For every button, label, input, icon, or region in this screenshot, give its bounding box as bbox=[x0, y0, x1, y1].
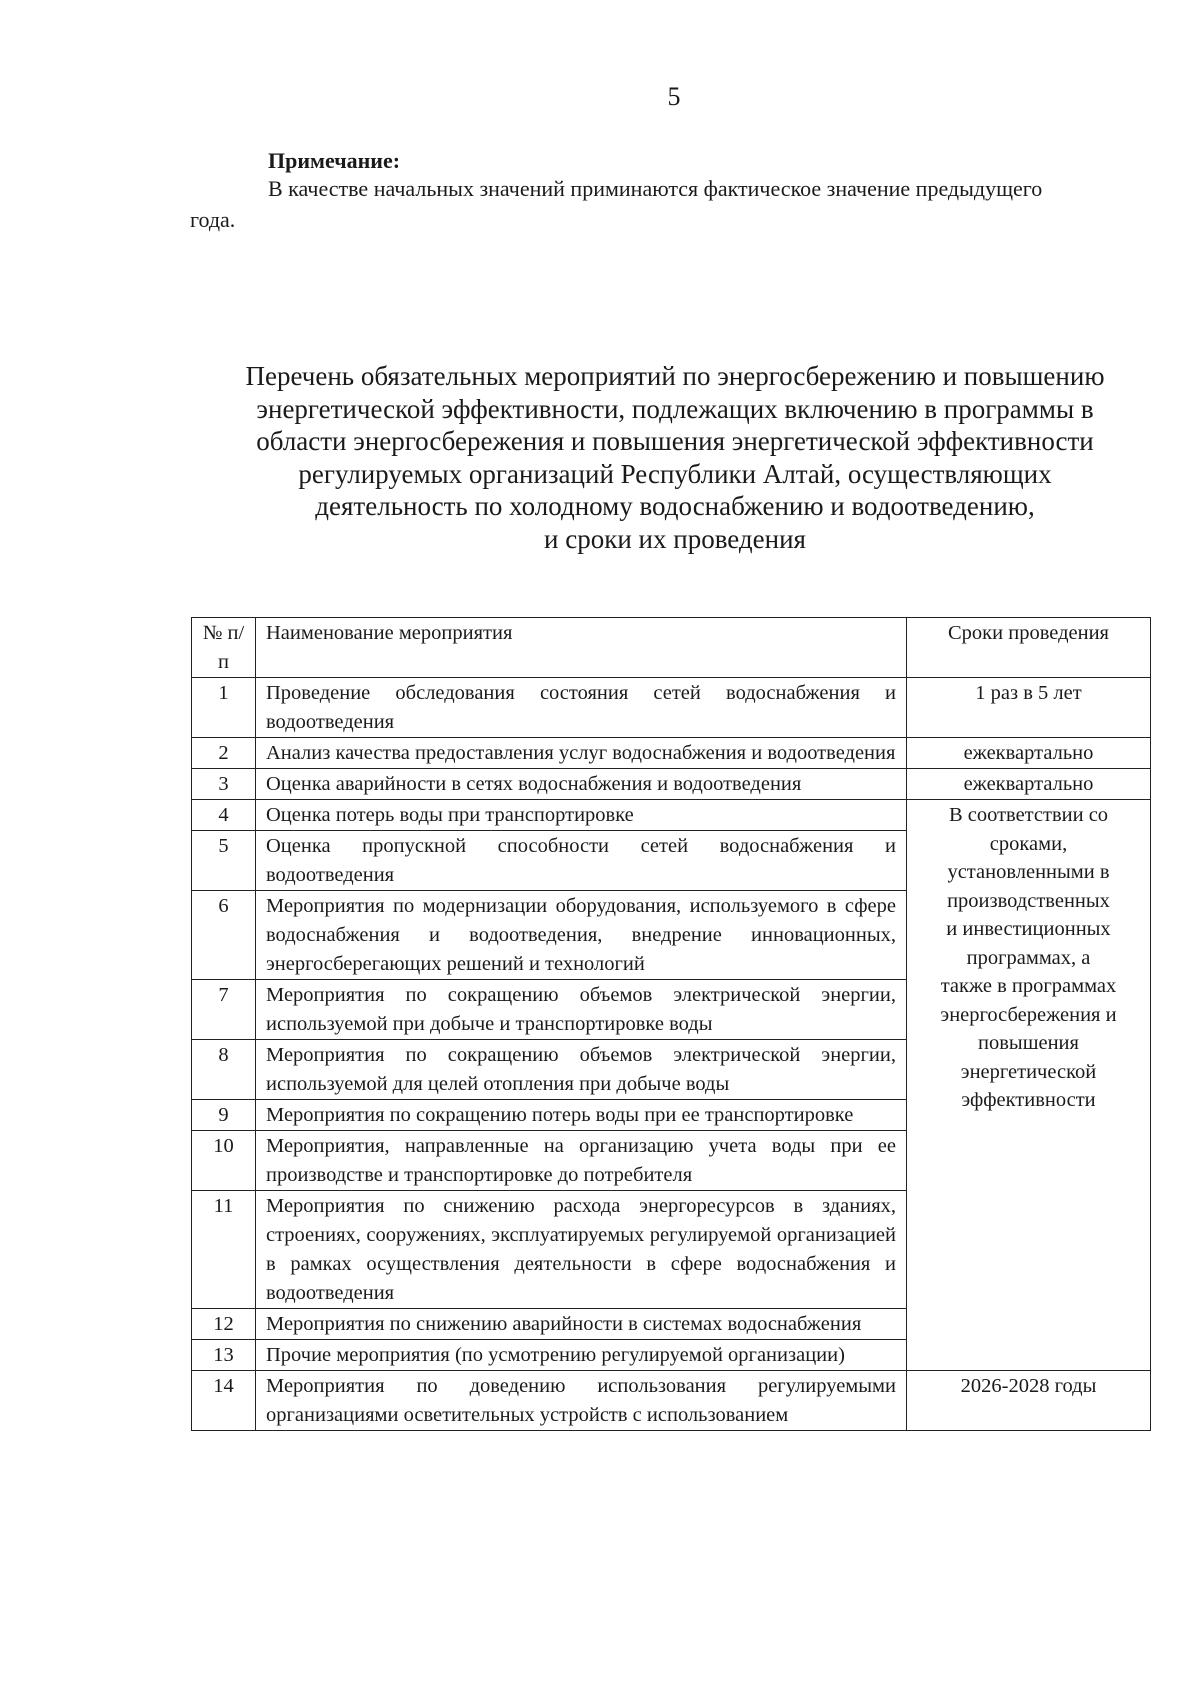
row-name: Мероприятия по модернизации оборудования, используемого в сфере водоснабжения и водоотведения, внедрение инновационных, энергосберегающих решений и технологий bbox=[256, 891, 907, 980]
row-number: 14 bbox=[192, 1371, 256, 1431]
row-name: Мероприятия по сокращению объемов электрической энергии, используемой для целей отопления при добыче воды bbox=[256, 1040, 907, 1100]
merged-term-line: и инвестиционных bbox=[946, 918, 1111, 940]
title-line: регулируемых организаций Республики Алтай, осуществляющих bbox=[298, 458, 1052, 489]
row-name: Мероприятия по снижению аварийности в системах водоснабжения bbox=[256, 1309, 907, 1340]
row-number: 13 bbox=[192, 1340, 256, 1371]
row-name: Мероприятия, направленные на организацию учета воды при ее производстве и транспортировке до потребителя bbox=[256, 1131, 907, 1191]
row-term: ежеквартально bbox=[907, 769, 1151, 800]
note-heading: Примечание: bbox=[268, 148, 401, 173]
title-line: энергетической эффективности, подлежащих включению в программы в bbox=[256, 393, 1094, 424]
row-number: 7 bbox=[192, 980, 256, 1040]
row-term: 2026-2028 годы bbox=[907, 1371, 1151, 1431]
row-term: 1 раз в 5 лет bbox=[907, 678, 1151, 738]
merged-term-cell bbox=[907, 800, 1151, 1371]
merged-term-line: сроками, bbox=[989, 832, 1068, 855]
merged-term-line: энергосбережения и bbox=[940, 1003, 1117, 1026]
merged-term-line: энергетической bbox=[960, 1060, 1097, 1083]
title-line: деятельность по холодному водоснабжению и водоотведению, bbox=[315, 491, 1035, 521]
merged-term-line: программах, а bbox=[966, 946, 1091, 969]
title-line: и сроки их проведения bbox=[544, 523, 806, 554]
row-name: Мероприятия по сокращению объемов электрической энергии, используемой при добыче и транспортировке воды bbox=[256, 980, 907, 1040]
row-name: Оценка пропускной способности сетей водоснабжения и водоотведения bbox=[256, 831, 907, 891]
merged-term-line: В соответствии со bbox=[948, 804, 1109, 826]
row-number: 11 bbox=[192, 1191, 256, 1309]
row-number: 8 bbox=[192, 1040, 256, 1100]
row-term: ежеквартально bbox=[907, 738, 1151, 769]
row-name: Проведение обследования состояния сетей водоснабжения и водоотведения bbox=[256, 678, 907, 738]
header-number: № п/п bbox=[192, 618, 256, 678]
row-name: Оценка потерь воды при транспортировке bbox=[256, 800, 907, 831]
note-text-continued: года. bbox=[190, 207, 236, 232]
row-name: Прочие мероприятия (по усмотрению регулируемой организации) bbox=[256, 1340, 907, 1371]
merged-term-line: также в программах bbox=[940, 975, 1117, 997]
table-header-row bbox=[192, 618, 1151, 678]
header-term: Сроки проведения bbox=[907, 618, 1151, 678]
row-name: Мероприятия по сокращению потерь воды при ее транспортировке bbox=[256, 1100, 907, 1131]
row-number: 2 bbox=[192, 738, 256, 769]
header-name: Наименование мероприятия bbox=[256, 618, 907, 678]
table-row bbox=[192, 738, 1151, 769]
title-line: области энергосбережения и повышения энергетической эффективности bbox=[256, 426, 1094, 456]
row-number: 12 bbox=[192, 1309, 256, 1340]
row-number: 3 bbox=[192, 769, 256, 800]
merged-term-line: эффективности bbox=[961, 1089, 1096, 1111]
merged-term-line: повышения bbox=[978, 1032, 1079, 1054]
row-number: 1 bbox=[192, 678, 256, 738]
table-row bbox=[192, 800, 1151, 831]
document-title bbox=[175, 360, 1175, 555]
row-number: 10 bbox=[192, 1131, 256, 1191]
row-name: Оценка аварийности в сетях водоснабжения и водоотведения bbox=[256, 769, 907, 800]
table-row bbox=[192, 678, 1151, 738]
row-name: Мероприятия по доведению использования регулируемыми организациями осветительных устройств с использованием bbox=[256, 1371, 907, 1431]
row-number: 4 bbox=[192, 800, 256, 831]
merged-term-line: производственных bbox=[947, 889, 1110, 912]
page-number: 5 bbox=[667, 82, 681, 111]
row-number: 9 bbox=[192, 1100, 256, 1131]
note-text: В качестве начальных значений приминаются фактическое значение предыдущего bbox=[268, 176, 1043, 201]
row-name: Анализ качества предоставления услуг водоснабжения и водоотведения bbox=[256, 738, 907, 769]
row-number: 6 bbox=[192, 891, 256, 980]
merged-term-line: установленными в bbox=[947, 861, 1110, 883]
title-line: Перечень обязательных мероприятий по энергосбережению и повышению bbox=[245, 361, 1105, 391]
measures-table bbox=[191, 617, 1151, 1431]
row-name: Мероприятия по снижению расхода энергоресурсов в зданиях, строениях, сооружениях, эксплуатируемых регулируемой организацией в рамках осуществления деятельности в сфере водоснабжения и водоотведения bbox=[256, 1191, 907, 1309]
table-row bbox=[192, 769, 1151, 800]
row-number: 5 bbox=[192, 831, 256, 891]
table-row bbox=[192, 1371, 1151, 1431]
